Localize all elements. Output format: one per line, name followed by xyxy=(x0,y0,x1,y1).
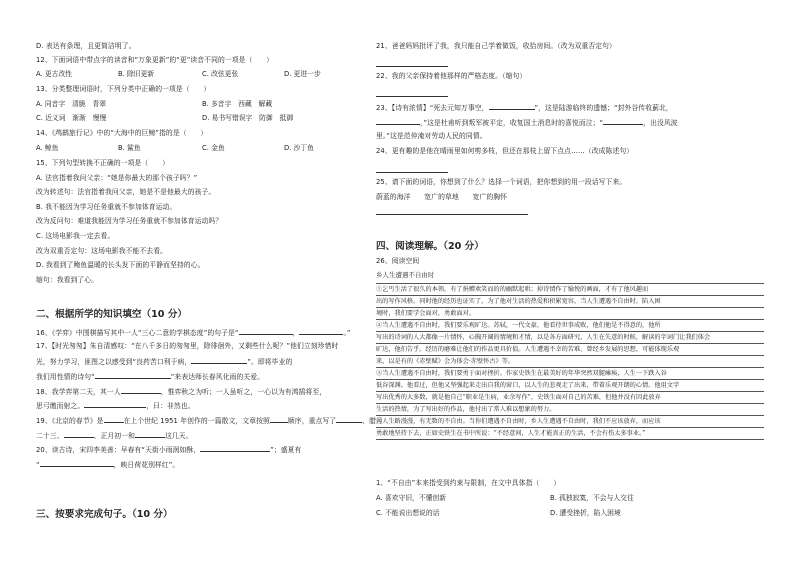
q15-b-answer: 改为反问句：难道我能因为学习任务重就不参加体育运动吗？ xyxy=(36,217,223,225)
q18-line-2 xyxy=(36,400,195,411)
passage-title: 乡人生遭遇不自由时 xyxy=(376,271,435,279)
q17-line-3 xyxy=(36,371,264,382)
q16-text: 16、《学弈》中围棋描写其中一人“三心二意的学棋态度”的句子是“ xyxy=(36,329,239,337)
q23-text-d: ，出没风波 xyxy=(643,119,678,127)
passage-line: 勇敢地坚持下去，正如史铁生在书中所说：“不经意间，人生才能真正的生活，不会有伤太多事业。” xyxy=(376,430,646,437)
q18-blank-1[interactable] xyxy=(121,386,161,394)
passage-line: 旷达，他们告乎。经历的磨难让他们的作品更具价值。人生遭遇不幸的苦难，曾经乡发展的思想，可能体现乐观 xyxy=(376,346,680,353)
q18-text-a: 18、我学弈第二天，其一人 xyxy=(36,388,121,396)
q15-c-answer: 改为双重否定句：这场电影我不能不去看。 xyxy=(36,247,168,255)
q12-option-a: A. 更古改性 xyxy=(36,70,73,78)
q24-question: 24、更有趣的是他在晴雨里如何剪多枝，但还在那枝上留下点点……（改成陈述句） xyxy=(376,147,634,155)
q18-line-1 xyxy=(36,386,326,397)
q25-question: 25、请下面的词语，你想到了什么？选择一个词语，把你想到的用一段话写下来。 xyxy=(376,178,627,186)
q22-question: 22、我的父亲保持着他那样的严格态度。（缩句） xyxy=(376,72,527,80)
q17-line-1: 17、【时光匆匆】朱自清感叹：“在八千多日的匆匆里，除徘徊外，又剩些什么呢？”他们立刻珍惜时 xyxy=(36,342,339,350)
passage-line: ③当人生遭遇不自由时，我们要勇于面对挫折。作家史铁生在最美好的年华突然双腿瘫痪，人生一下跌入谷 xyxy=(376,370,667,377)
q19-text-e: 二十三、 xyxy=(36,432,64,440)
q20-text-b: ”；盛夏有 xyxy=(270,446,302,454)
q23-text-b: ”，这是陆游临终的遗憾；“封外谷传收蓟北， xyxy=(534,104,673,112)
q25-word-choices: 蔚蓝的海洋 宽广的草地 宽广的胸怀 xyxy=(376,193,508,201)
q18-text-d: ，曰：非然也。 xyxy=(146,402,195,410)
q12-options xyxy=(36,70,321,79)
q19-text-g: 这几天。 xyxy=(164,432,193,440)
q-not-free-options-row2 xyxy=(376,509,621,518)
q13-question: 13、分类整理词语时，下列分类中正确的一项是（ ） xyxy=(36,85,211,93)
q20-line-1 xyxy=(36,444,301,455)
section-4-title: 四、阅读理解。（20 分） xyxy=(376,241,484,252)
passage-line: 出的写作风格。同时他的经历也证实了，为了他对生活的热爱和积累宽容，当人生遭遇不自由时，陷入困 xyxy=(376,298,661,305)
q14-question: 14、《鸬鹚旅行记》中的“大海中的巨鲸”指的是（ ） xyxy=(36,129,208,137)
q14-option-d: D. 沙丁鱼 xyxy=(284,144,314,152)
q-not-free-question: 1、“不自由”本来指受到约束与限制，在文中具体指（ ） xyxy=(376,479,561,487)
q11-option-d: D. 表达有条理，且更简洁明了。 xyxy=(36,42,136,50)
q20-blank-2[interactable] xyxy=(40,459,114,467)
q12-option-b: B. 除旧更新 xyxy=(118,70,155,78)
q23-line-1 xyxy=(376,102,673,113)
q15-d-answer: 缩句：我看到了心。 xyxy=(36,276,99,284)
q20-line-2 xyxy=(36,459,179,470)
q19-line-1 xyxy=(36,415,383,426)
q13-option-d: D. 易书写错误字 防御 抵御 xyxy=(202,114,294,122)
nf-option-c: C. 不能说出想说的话 xyxy=(376,509,440,517)
q19-text-a: 19、《北京的春节》是 xyxy=(36,417,104,425)
q15-option-d: D. 我看到了鲍鱼温暖的长头发下面的平静而坚持的心。 xyxy=(36,261,205,269)
q16-blank-1[interactable] xyxy=(239,327,293,335)
q13-option-b: B. 多音字 西藏 解藏 xyxy=(202,100,273,108)
section-2-title: 二、根据所学的知识填空（10 分） xyxy=(36,309,188,320)
q17-line-2 xyxy=(36,356,292,367)
q16-blank-2[interactable] xyxy=(299,327,343,335)
q13-option-a: A. 同音字 清脆 青翠 xyxy=(36,100,107,108)
q19-blank-5[interactable] xyxy=(135,430,165,438)
q18-text-c: 思弓缴而射之。 xyxy=(36,402,85,410)
q23-blank-2[interactable] xyxy=(376,117,420,125)
passage-line: 写出优秀的大多数，就是他自己“职业是生病，业余写作”，史铁生面对自己的苦难，但他并没有因此放弃 xyxy=(376,394,661,401)
q12-option-c: C. 改弦更张 xyxy=(202,70,239,78)
q18-text-b: ，惟弈秋之为听；一人虽听之，一心以为有鸿鹄将至， xyxy=(160,388,327,396)
q19-text-b: 在上个世纪 1951 年创作的一篇散文，文章按照 xyxy=(123,417,270,425)
passage-line: 低谷深渊。他看过，但他又坚强起来走出自我的窗口，以人生的悲观走了出来，带着乐观开朗的心情。他用文字 xyxy=(376,382,680,389)
q17-text-b: ”。即将毕业的 xyxy=(247,358,293,366)
q19-line-2 xyxy=(36,430,193,441)
q21-answer-line[interactable] xyxy=(376,66,448,67)
q15-option-a: A. 法官指着我问父亲：“她是你最大的那个孩子吗？” xyxy=(36,174,198,182)
passage-line: 来，以是有的《赤壁赋》会为体会·赤壁怀古》等。 xyxy=(376,358,515,365)
q18-blank-2[interactable] xyxy=(84,400,146,408)
q23-text-a: 23、【诗有浓情】“死去元知万事空， xyxy=(376,104,489,112)
q19-blank-1[interactable] xyxy=(104,415,124,423)
q20-text-d: ，映日荷花别样红”。 xyxy=(113,461,180,469)
q19-text-f: 、正月初一和 xyxy=(93,432,135,440)
passage-line: ①乞丐生活了很久的本领，有了捐赠欢笑而的的幽默起哄；掉诗情作了愉悦的画面，才有了他风趣而 xyxy=(376,286,649,293)
nf-option-d: D. 遭受挫折，陷入困境 xyxy=(550,509,621,517)
passage-line: ②当人生遭遇不自由时，我们要乐观旷达。苏轼，一代文豪，他看待世事成败，他们他是不得意的，他所 xyxy=(376,322,661,329)
q15-question: 15、下列句型转换不正确的一项是（ ） xyxy=(36,159,169,167)
q19-blank-3[interactable] xyxy=(336,415,362,423)
q19-text-c: 顺序，重点写了 xyxy=(287,417,337,425)
q17-blank-2[interactable] xyxy=(95,371,171,379)
q19-text-d: 、腊月 xyxy=(362,417,383,425)
q14-option-a: A. 鲸鱼 xyxy=(36,144,59,152)
q19-blank-4[interactable] xyxy=(64,430,94,438)
q14-option-c: C. 金鱼 xyxy=(202,144,225,152)
q24-answer-line[interactable] xyxy=(376,172,448,173)
nf-option-b: B. 孤独寂寞，不会与人交往 xyxy=(550,494,634,502)
q17-text-c: 我们用性情的诗句“ xyxy=(36,373,95,381)
passage-line: 写出的诗词的人大都像一片情怀，心胸开阔的情境和才情，以是各方面研究，人生在失意的时候，解读的字词门让我们体会 xyxy=(376,334,711,341)
q20-text-a: 20、读古诗，宋四李美善：早春有“天街小雨润如酥， xyxy=(36,446,201,454)
q25-answer-line[interactable] xyxy=(376,214,528,215)
q23-blank-1[interactable] xyxy=(489,102,535,110)
q12-option-d: D. 更进一步 xyxy=(284,70,321,78)
q15-option-c: C. 这场电影我一定去看。 xyxy=(36,232,115,240)
q15-a-answer: 改为转述句：法官指着我问父亲，她是不是他最大的孩子。 xyxy=(36,188,216,196)
q14-option-b: B. 鲨鱼 xyxy=(118,144,141,152)
q22-answer-line[interactable] xyxy=(376,96,448,97)
q12-question: 12、下面词语中带点字的读音和“万象更新”的“更”读音不同的一项是（ ） xyxy=(36,56,274,64)
q17-blank-1[interactable] xyxy=(191,356,247,364)
q23-text-c: ，”这是杜甫听到叛军被平定，收复国土消息时的喜悦而泣；“ xyxy=(420,119,604,127)
q13-option-c: C. 近义词 渐渐 慢慢 xyxy=(36,114,107,122)
q23-blank-3[interactable] xyxy=(603,117,643,125)
q13-options-row1 xyxy=(36,100,272,109)
q14-options xyxy=(36,144,314,153)
section-3-title: 三、按要求完成句子。（10 分） xyxy=(36,509,173,520)
passage-line: ④人生路漫漫，有无数的不自由。当你们遭遇不自由时，乡人生遭遇不自由时，我们不应该放弃，而应该 xyxy=(376,418,661,425)
passage-line: 生活的热情，为了写出好的作品，他付出了常人难以想象的努力。 xyxy=(376,406,556,413)
q17-text-d: ”来表达师长春风化雨的关爱。 xyxy=(170,373,265,381)
q20-blank-1[interactable] xyxy=(200,444,270,452)
q20-text-c: “ xyxy=(36,461,40,469)
q21-question: 21、爸爸妈妈批评了我，我只能自己学着做饭，收拾房间。（改为双重否定句） xyxy=(376,42,616,50)
q-not-free-options-row1 xyxy=(376,494,634,503)
q16-sep: ， xyxy=(292,329,300,337)
q19-blank-2[interactable] xyxy=(270,415,288,423)
q15-option-b: B. 我不能因为学习任务重就不参加体育运动。 xyxy=(36,203,177,211)
q16-end: 。” xyxy=(343,329,351,337)
passage-rule xyxy=(376,439,764,440)
q23-line-2 xyxy=(376,117,678,128)
q23-line-3: 里。”这是范仲淹对劳动人民的同情。 xyxy=(376,132,487,140)
passage-line: 境时，我们要学会面对，勇敢面对。 xyxy=(376,310,475,317)
nf-option-a: A. 喜欢守旧，不懂创新 xyxy=(376,494,447,502)
q26-label: 26、阅读空间 xyxy=(376,257,420,265)
q16 xyxy=(36,327,351,338)
q13-options-row2 xyxy=(36,114,293,123)
q17-text-a: 光，努力学习，匪图之以感受到“良药苦口利于病， xyxy=(36,358,192,366)
